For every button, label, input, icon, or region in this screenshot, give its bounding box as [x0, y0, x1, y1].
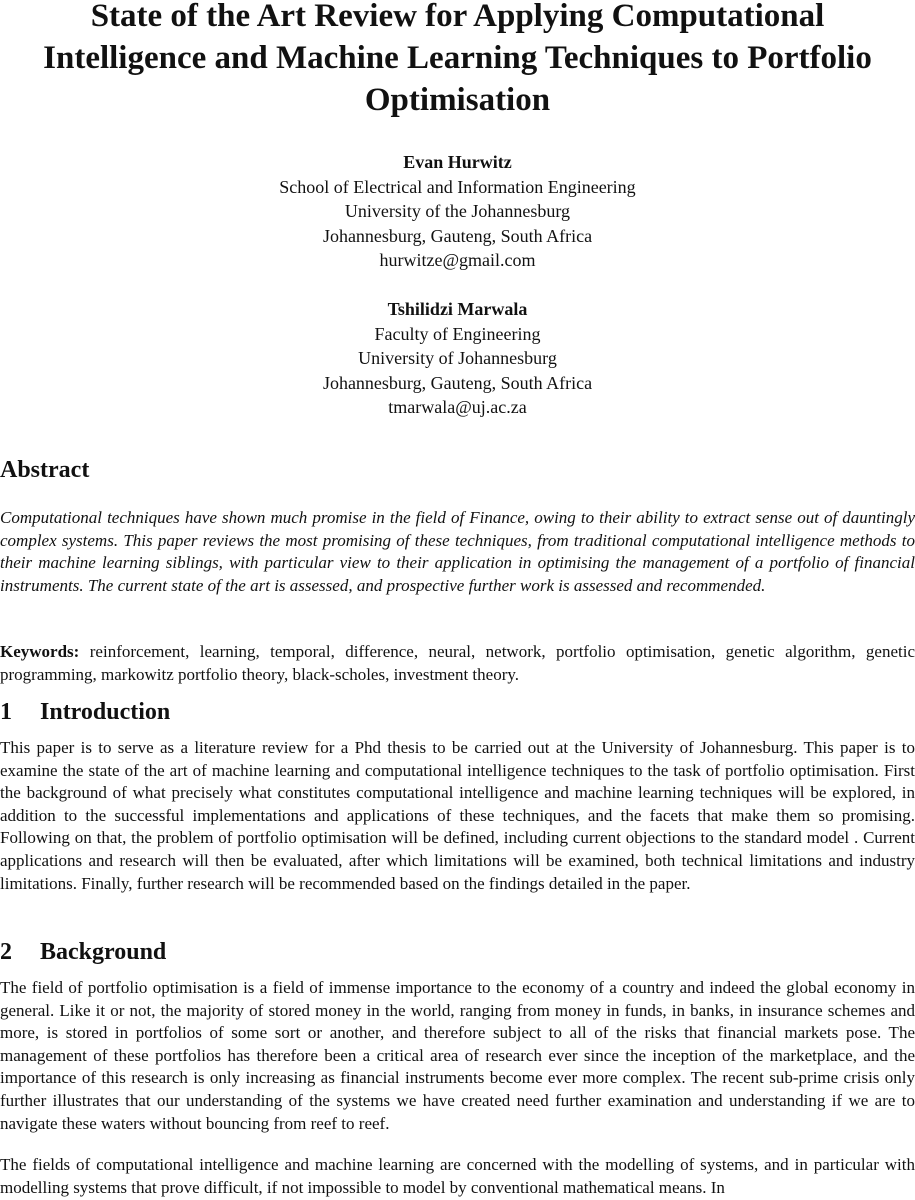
- author-email: hurwitze@gmail.com: [379, 250, 536, 270]
- abstract-text: Computational techniques have shown much promise in the field of Finance, owing to their ability to extract sense out of dauntingly complex systems. This paper reviews the most promising of these techniques, from traditional computational intelligence methods to their machine learning siblings, with particular view to their application in optimising the management of a portfolio of financial instruments. The current state of the art is assessed, and prospective further work is assessed and recommended.: [0, 508, 915, 595]
- author-affiliation-line: School of Electrical and Information Engineering: [279, 176, 636, 197]
- paper-title: State of the Art Review for Applying Computational Intelligence and Machine Learning Techniques to Portfolio Optimisation: [43, 0, 872, 118]
- author-affiliation-line: Johannesburg, Gauteng, South Africa: [322, 372, 593, 393]
- author-affiliation-line: Johannesburg, Gauteng, South Africa: [322, 225, 593, 246]
- keywords: [0, 641, 915, 686]
- background-paragraph: The field of portfolio optimisation is a field of immense importance to the economy of a country and indeed the global economy in general. Like it or not, the majority of stored money in the world, ranging from money in funds, in banks, in insurance schemes and more, is stored in portfolios of some sort or another, and therefore subject to all of the risks that financial markets pose. The management of these portfolios has therefore been a critical area of research ever since the inception of the marketplace, and the importance of this research is only increasing as financial instruments become ever more complex. The recent sub-prime crisis only further illustrates that our understanding of the systems we have created need further examination and understanding if we are to navigate these waters without bouncing from reef to reef.: [0, 978, 915, 1133]
- section-title: Introduction: [40, 699, 171, 725]
- keywords-text: reinforcement, learning, temporal, difference, neural, network, portfolio optimisation, genetic algorithm, genetic programming, markowitz portfolio theory, black-scholes, investment theory.: [0, 642, 915, 684]
- section-heading-introduction: [0, 697, 170, 727]
- author-affiliation-line: Faculty of Engineering: [374, 323, 541, 344]
- section-heading-background: [0, 937, 166, 967]
- background-paragraph: The fields of computational intelligence and machine learning are concerned with the modelling of systems, and in particular with modelling systems that prove difficult, if not impossible to model by conventional mathematical means. In: [0, 1155, 915, 1197]
- author-affiliation-line: University of Johannesburg: [358, 348, 557, 368]
- author-block-1: [0, 150, 915, 273]
- author-block-2: [0, 297, 915, 420]
- keywords-label: Keywords:: [0, 642, 80, 661]
- author-email: tmarwala@uj.ac.za: [388, 397, 527, 417]
- introduction-paragraph: This paper is to serve as a literature review for a Phd thesis to be carried out at the University of Johannesburg. This paper is to examine the state of the art of machine learning and computational intelligence techniques to the task of portfolio optimisation. First the background of what precisely what constitutes computational intelligence and machine learning techniques will be explored, in addition to the successful implementations and applications of these techniques, and the facets that make them so promising. Following on that, the problem of portfolio optimisation will be defined, including current objections to the standard model . Current applications and research will then be evaluated, after which limitations will be examined, both technical limitations and industry limitations. Finally, further research will be recommended based on the findings detailed in the paper.: [0, 738, 915, 893]
- section-title: Background: [40, 939, 167, 965]
- author-name: Tshilidzi Marwala: [387, 299, 528, 319]
- section-number: 1: [0, 699, 12, 725]
- author-name: Evan Hurwitz: [403, 152, 512, 172]
- author-affiliation-line: University of the Johannesburg: [344, 201, 571, 221]
- abstract-heading: Abstract: [0, 457, 90, 483]
- section-number: 2: [0, 939, 12, 965]
